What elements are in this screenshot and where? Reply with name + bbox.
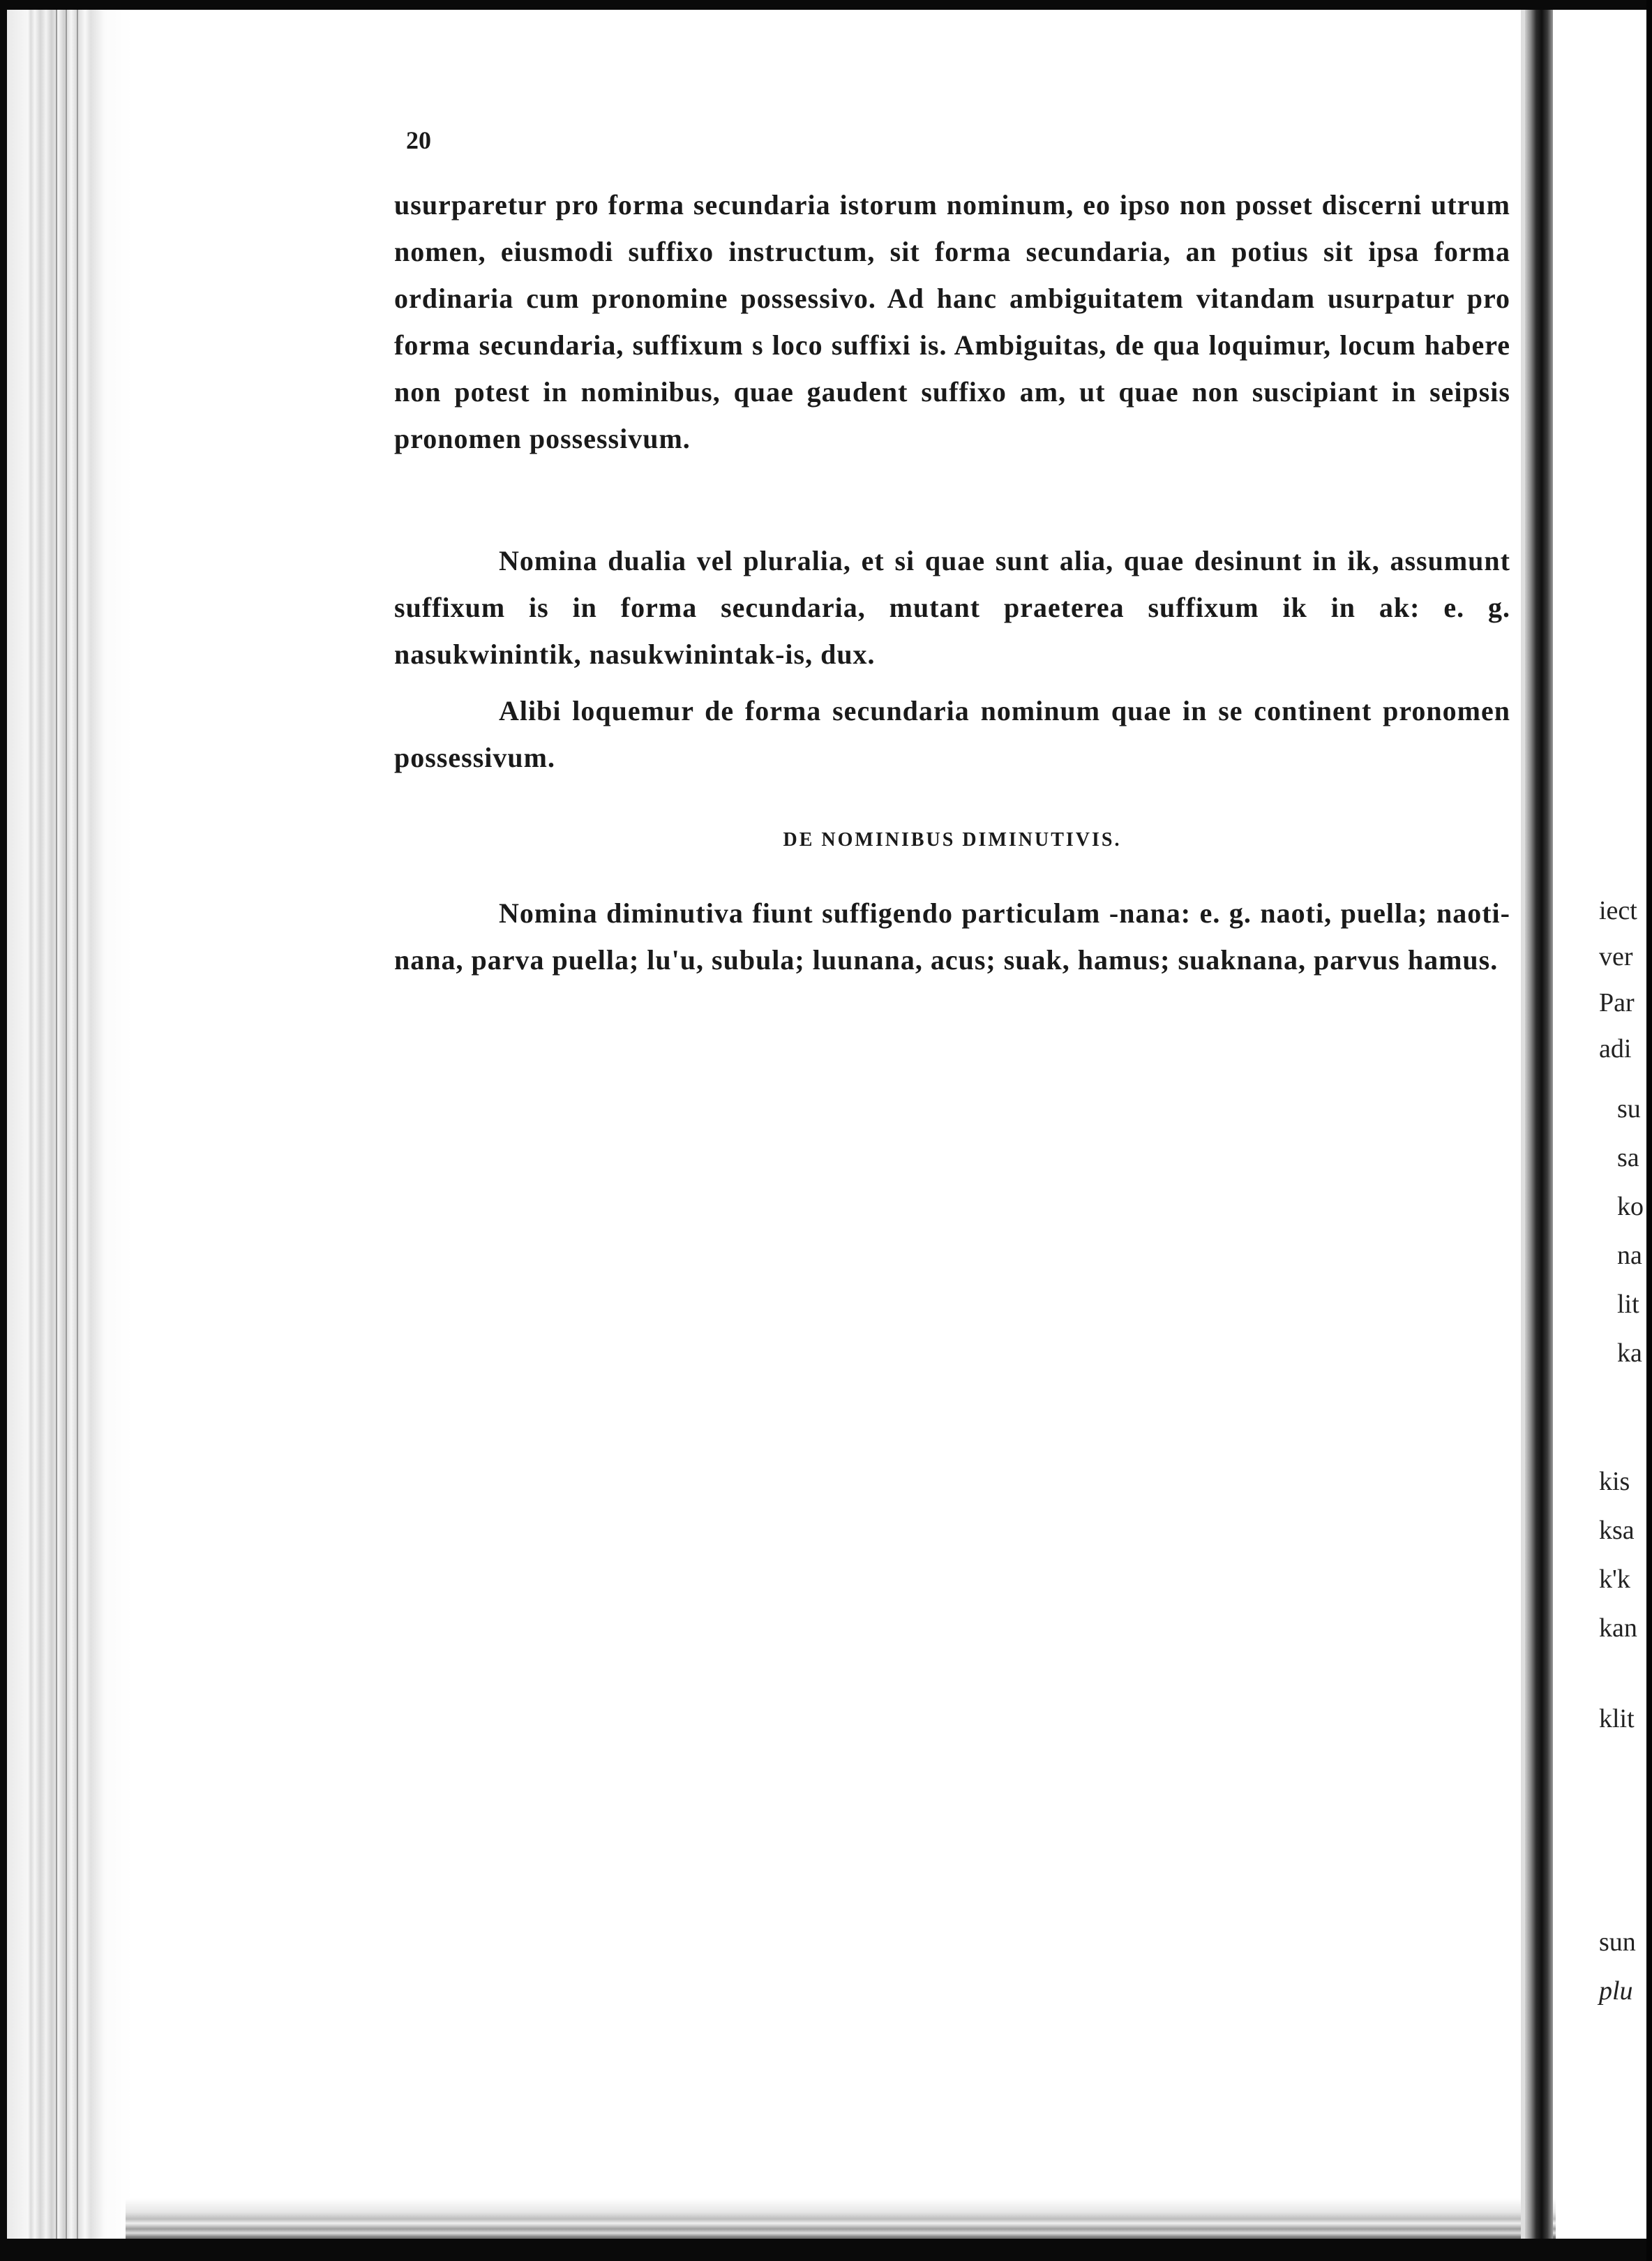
facing-line: ver [1599,942,1633,971]
facing-line: ksa [1599,1516,1635,1545]
paragraph-1: usurparetur pro forma secundaria istorum nominum, eo ipso non posset discerni utrum nomen, eiusmodi suffixo instructum, sit forma secundaria, an potius sit ipsa forma ordinaria cum pronomine possessivo. Ad hanc ambiguitatem vitandam usurpatur pro forma secundaria, suffixum s loco suffixi is. Ambiguitas, de qua loquimur, locum habere non potest in nominibus, quae gaudent suffixo am, ut quae non suscipiant in seipsis pronomen possessivum. [394,189,1510,454]
facing-line: k'k [1599,1565,1630,1594]
paragraph-4: Nomina diminutiva fiunt suffigendo particulam -nana: e. g. naoti, puella; naoti-nana, parva puella; lu'u, subula; luunana, acus; suak, hamus; suaknana, parvus hamus. [394,897,1510,976]
facing-line: su [1617,1094,1641,1124]
facing-line: adi [1599,1034,1632,1064]
page-edge-line [77,10,78,2239]
facing-line: sun [1599,1927,1636,1957]
facing-line: kis [1599,1467,1630,1496]
page-edge-line [56,10,57,2239]
scan-border-bottom [0,2239,1652,2261]
facing-line: kan [1599,1613,1637,1643]
scan-border-left [0,0,7,2261]
scan-border-top [0,0,1652,10]
facing-line: ko [1617,1192,1644,1221]
section-heading: DE NOMINIBUS DIMINUTIVIS. [783,829,1122,851]
facing-line: Par [1599,988,1635,1017]
facing-line: plu [1599,1976,1633,2006]
facing-line: ka [1617,1338,1642,1368]
paragraph-3: Alibi loquemur de forma secundaria nominum quae in se continent pronomen possessivum. [394,695,1510,773]
page-edges-bottom [126,2198,1556,2239]
page-number: 20 [406,126,431,154]
paragraph-2: Nomina dualia vel pluralia, et si quae sunt alia, quae desinunt in ik, assumunt suffixum is in forma secundaria, mutant praeterea suffixum ik in ak: e. g. nasukwinintik, nasukwinintak-is, dux. [394,545,1510,670]
facing-line: iect [1599,896,1637,925]
facing-line: sa [1617,1143,1639,1172]
page-edge-line [66,10,67,2239]
facing-page [1578,10,1652,2239]
scan-border-right [1646,0,1652,2261]
facing-line: lit [1617,1290,1639,1319]
facing-line: klit [1599,1704,1635,1733]
book-spine [1525,10,1553,2239]
page-edges-left [7,10,216,2239]
facing-line: na [1617,1241,1642,1270]
